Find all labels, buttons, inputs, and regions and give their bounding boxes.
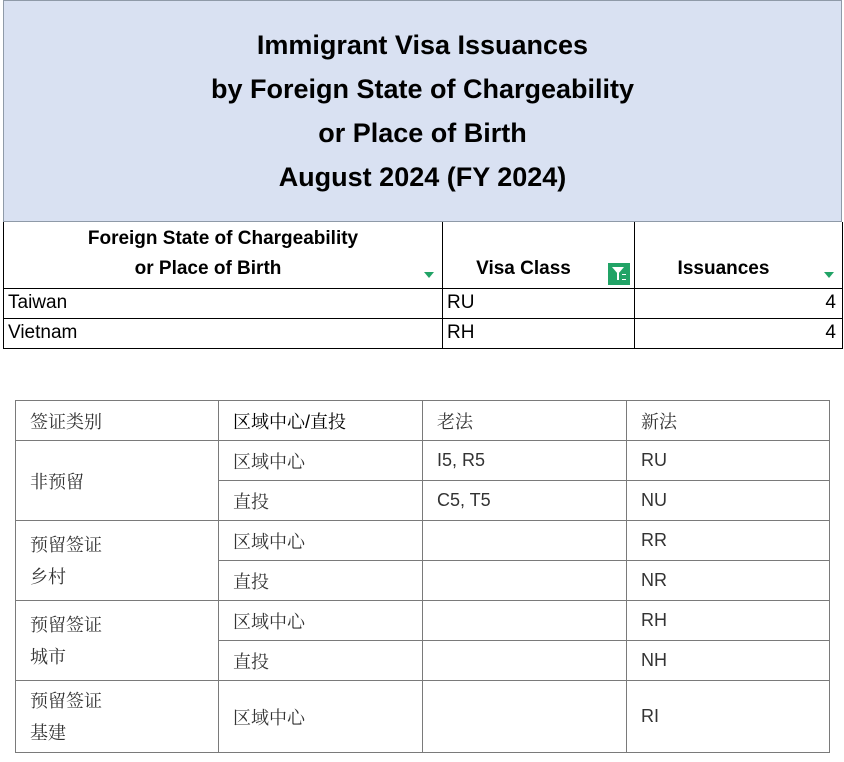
ref-old-code [423,521,627,561]
ref-header-category: 签证类别 [16,401,219,441]
ref-old-code [423,561,627,601]
header-visa-class[interactable] [443,222,635,288]
header-visa-class-label: Visa Class [476,257,571,279]
ref-type: 区域中心 [219,601,423,641]
report-title-line-2: by Foreign State of Chargeability [210,74,635,104]
visa-class-reference-table [15,400,830,753]
ref-old-code [423,601,627,641]
ref-row [16,441,830,481]
ref-category [16,521,219,601]
ref-row [16,681,830,753]
ref-header-type: 区域中心/直投 [219,401,423,441]
issuances-table [3,222,843,349]
active-filter-icon[interactable] [608,263,630,285]
header-country-line-1: Foreign State of Chargeability [87,227,359,249]
ref-type: 直投 [219,561,423,601]
header-country-line-2: or Place of Birth [134,257,282,279]
header-row [4,222,843,288]
table-row [4,288,843,318]
ref-new-code: RU [627,441,830,481]
ref-row [16,601,830,641]
report-title-line-1: Immigrant Visa Issuances [256,30,589,60]
spreadsheet [3,0,842,349]
header-issuances-label: Issuances [677,257,770,279]
ref-header-old-law: 老法 [423,401,627,441]
filter-dropdown-icon[interactable] [420,265,438,283]
cell-country[interactable]: Taiwan [4,288,443,318]
ref-old-code [423,641,627,681]
ref-category: 非预留 [16,441,219,521]
ref-new-code: NR [627,561,830,601]
ref-category-line-1: 预留签证 [30,690,102,711]
ref-old-code [423,681,627,753]
cell-country[interactable]: Vietnam [4,318,443,348]
ref-category-line-1: 预留签证 [30,534,102,555]
ref-new-code: RI [627,681,830,753]
header-issuances[interactable] [635,222,843,288]
ref-type: 区域中心 [219,521,423,561]
ref-category [16,601,219,681]
ref-header-new-law: 新法 [627,401,830,441]
ref-category [16,681,219,753]
report-title-line-4: August 2024 (FY 2024) [278,162,567,192]
ref-old-code: C5, T5 [423,481,627,521]
ref-new-code: NH [627,641,830,681]
ref-category-line-2: 基建 [30,722,66,743]
ref-new-code: RR [627,521,830,561]
ref-header-row [16,401,830,441]
ref-row [16,521,830,561]
ref-type: 区域中心 [219,681,423,753]
ref-type: 直投 [219,481,423,521]
cell-visa-class[interactable]: RU [443,288,635,318]
cell-issuances[interactable]: 4 [635,318,843,348]
cell-issuances[interactable]: 4 [635,288,843,318]
ref-new-code: RH [627,601,830,641]
cell-visa-class[interactable]: RH [443,318,635,348]
ref-category-line-2: 乡村 [30,566,66,587]
report-title-band [3,0,842,222]
ref-new-code: NU [627,481,830,521]
filter-dropdown-icon[interactable] [820,265,838,283]
ref-type: 区域中心 [219,441,423,481]
ref-category-line-2: 城市 [30,646,66,667]
header-country[interactable] [4,222,443,288]
ref-old-code: I5, R5 [423,441,627,481]
report-title-line-3: or Place of Birth [318,118,527,148]
table-row [4,318,843,348]
ref-category-line-1: 预留签证 [30,614,102,635]
ref-type: 直投 [219,641,423,681]
